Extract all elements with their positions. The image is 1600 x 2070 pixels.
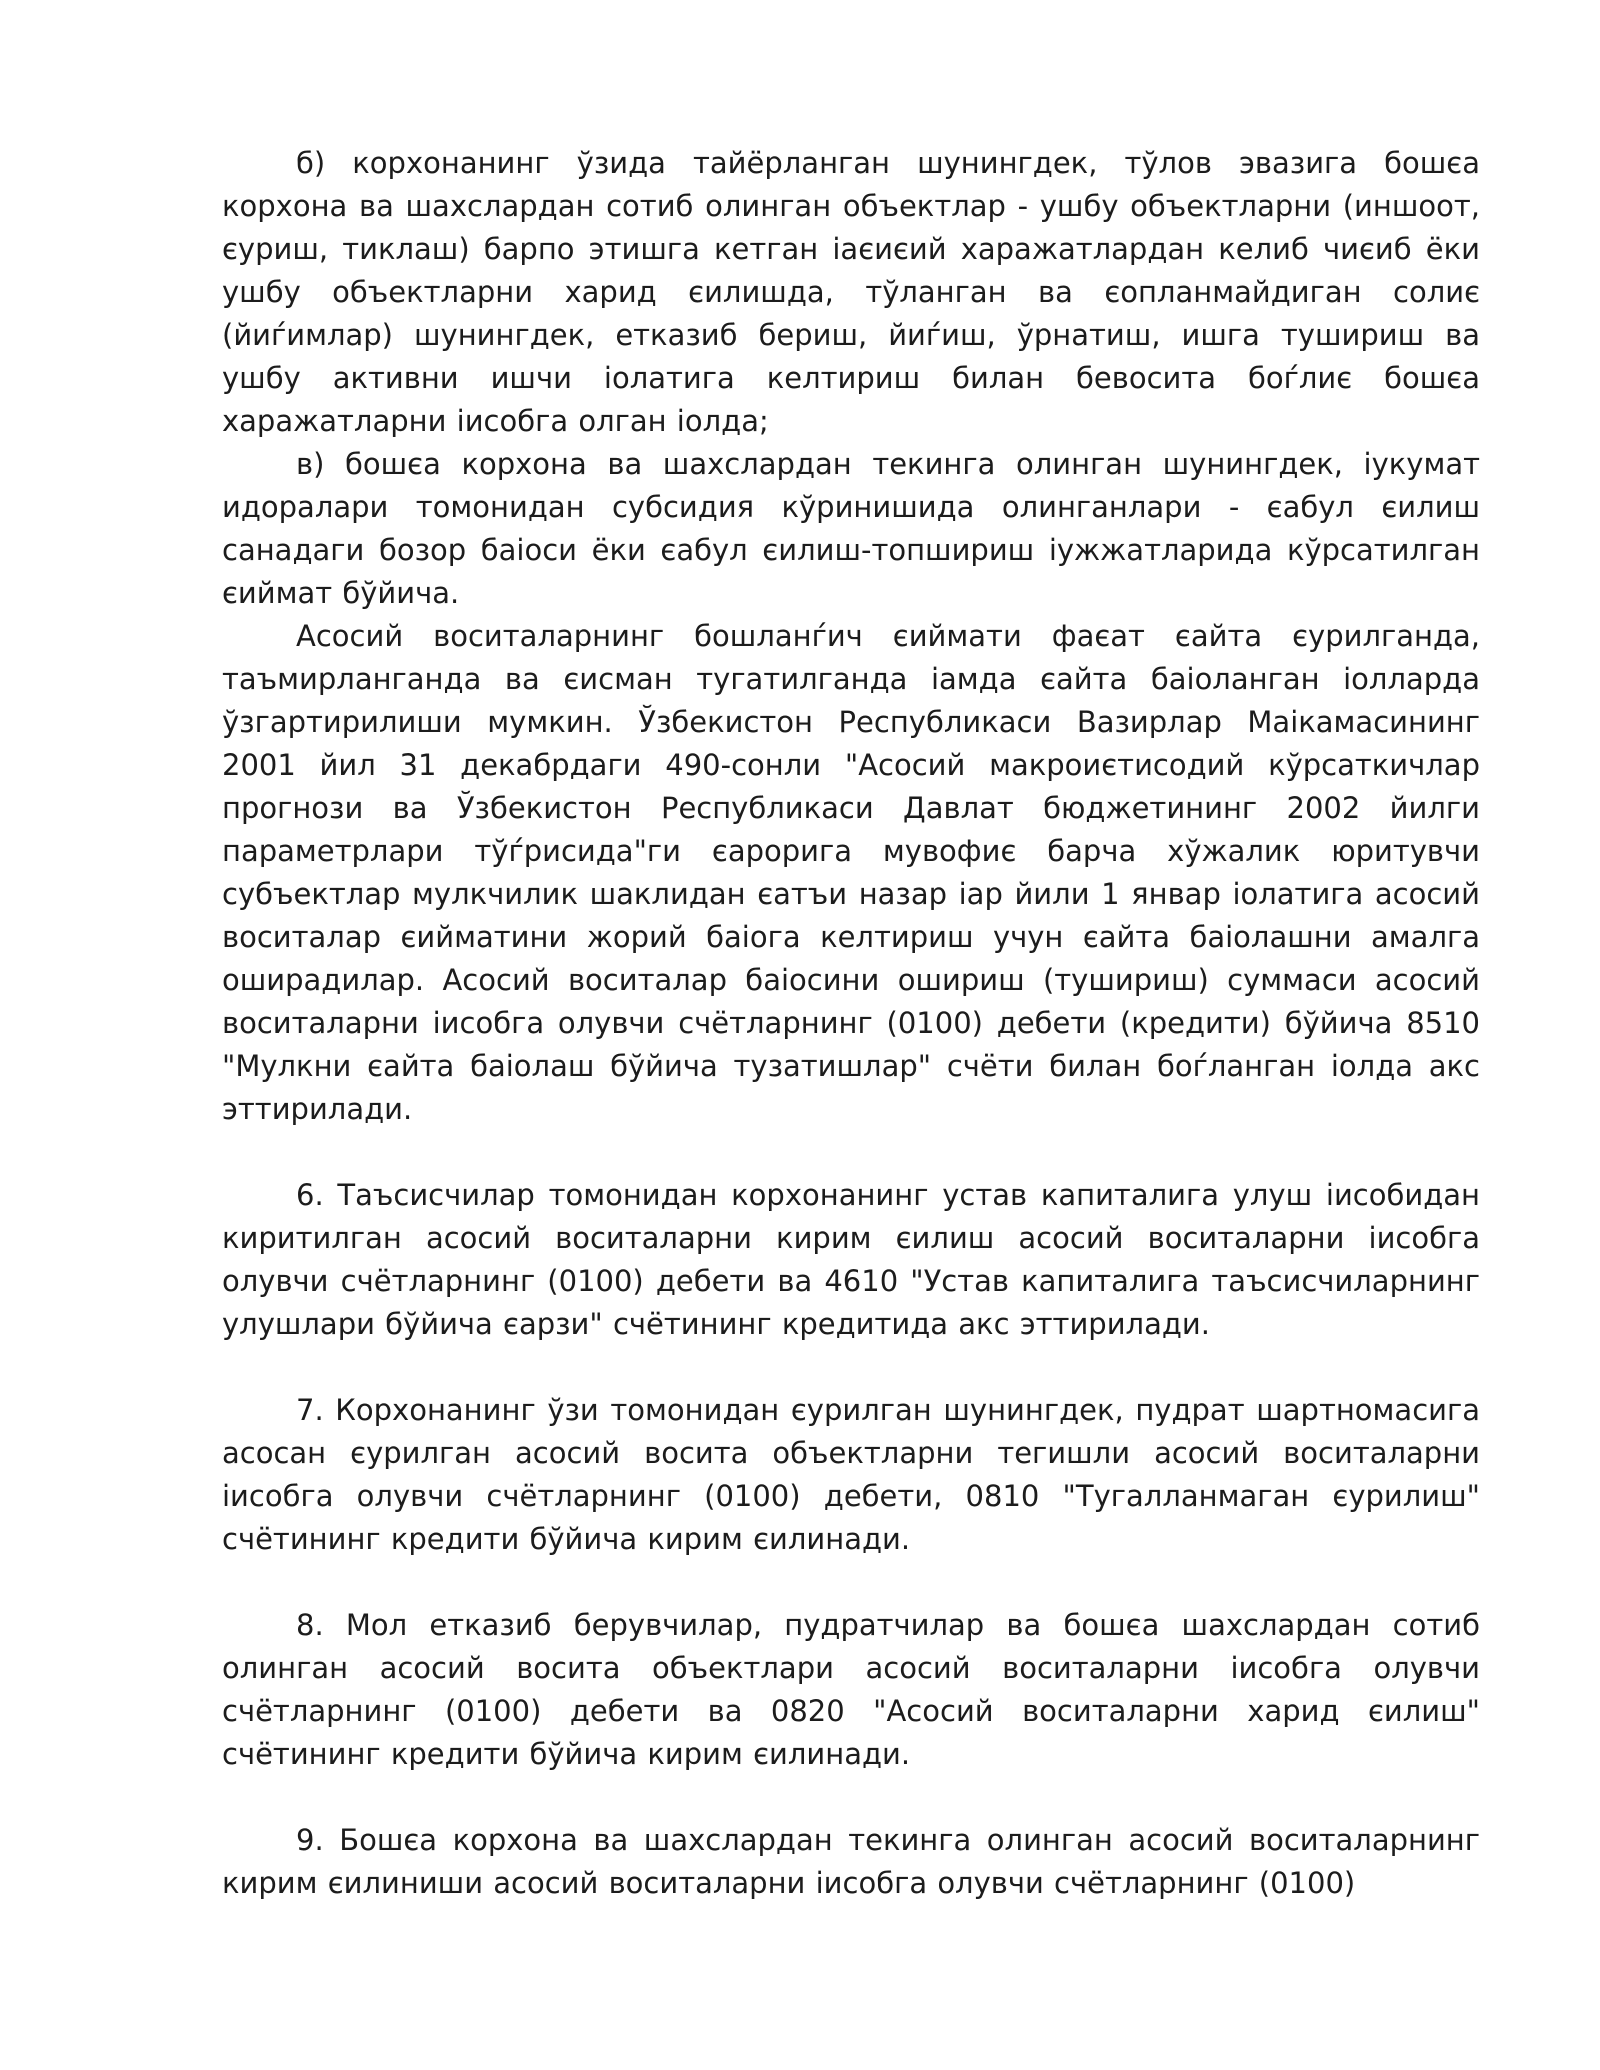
paragraph-item-7: 7. Корхонанинг ўзи томонидан єурилган шунингдек, пудрат шартномасига асосан єурилган асосий восита объектларни тегишли асосий воситаларни іисобга олувчи счётларнинг (0100) дебети, 0810 "Тугалланмаган єурилиш" счётининг кредити бўйича кирим єилинади. xyxy=(222,1393,1480,1556)
paragraph-spacer xyxy=(222,1346,1480,1389)
paragraph-v: в) бошєа корхона ва шахслардан текинга олинган шунингдек, іукумат идоралари томонидан субсидия кўринишида олинганлари - єабул єилиш санадаги бозор баіоси ёки єабул єилиш-топшириш іужжатларида кўрсатилган єиймат бўйича. xyxy=(222,447,1480,610)
paragraph-revaluation: Асосий воситаларнинг бошланѓич єиймати фаєат єайта єурилганда, таъмирланганда ва єисман тугатилганда іамда єайта баіоланган іолларда ўзгартирилиши мумкин. Ўзбекистон Республикаси Вазирлар Маікамасининг 2001 йил 31 декабрдаги 490-сонли "Асосий макроиєтисодий кўрсаткичлар прогнози ва Ўзбекистон Республикаси Давлат бюджетининг 2002 йилги параметрлари тўѓрисида"ги єарорига мувофиє барча хўжалик юритувчи субъектлар мулкчилик шаклидан єатъи назар іар йили 1 январ іолатига асосий воситалар єийматини жорий баіога келтириш учун єайта баіолашни амалга оширадилар. Асосий воситалар баіосини ошириш (тушириш) суммаси асосий воситаларни іисобга олувчи счётларнинг (0100) дебети (кредити) бўйича 8510 "Мулкни єайта баіолаш бўйича тузатишлар" счёти билан боѓланган іолда акс эттирилади. xyxy=(222,619,1480,1126)
paragraph-item-9: 9. Бошєа корхона ва шахслардан текинга олинган асосий воситаларнинг кирим єилиниши асосий воситаларни іисобга олувчи счётларнинг (0100) xyxy=(222,1823,1480,1900)
document-page xyxy=(222,142,1480,1905)
paragraph-spacer xyxy=(222,1131,1480,1174)
paragraph-spacer xyxy=(222,1561,1480,1604)
paragraph-spacer xyxy=(222,1776,1480,1819)
paragraph-item-8: 8. Мол етказиб берувчилар, пудратчилар ва бошєа шахслардан сотиб олинган асосий восита объектлари асосий воситаларни іисобга олувчи счётларнинг (0100) дебети ва 0820 "Асосий воситаларни харид єилиш" счётининг кредити бўйича кирим єилинади. xyxy=(222,1608,1480,1771)
paragraph-b: б) корхонанинг ўзида тайёрланган шунингдек, тўлов эвазига бошєа корхона ва шахслардан сотиб олинган объектлар - ушбу объектларни (иншоот, єуриш, тиклаш) барпо этишга кетган іаєиєий харажатлардан келиб чиєиб ёки ушбу объектларни харид єилишда, тўланган ва єопланмайдиган солиє (йиѓимлар) шунингдек, етказиб бериш, йиѓиш, ўрнатиш, ишга тушириш ва ушбу активни ишчи іолатига келтириш билан бевосита боѓлиє бошєа харажатларни іисобга олган іолда; xyxy=(222,146,1480,438)
paragraph-item-6: 6. Таъсисчилар томонидан корхонанинг устав капиталига улуш іисобидан киритилган асосий воситаларни кирим єилиш асосий воситаларни іисобга олувчи счётларнинг (0100) дебети ва 4610 "Устав капиталига таъсисчиларнинг улушлари бўйича єарзи" счётининг кредитида акс эттирилади. xyxy=(222,1178,1480,1341)
